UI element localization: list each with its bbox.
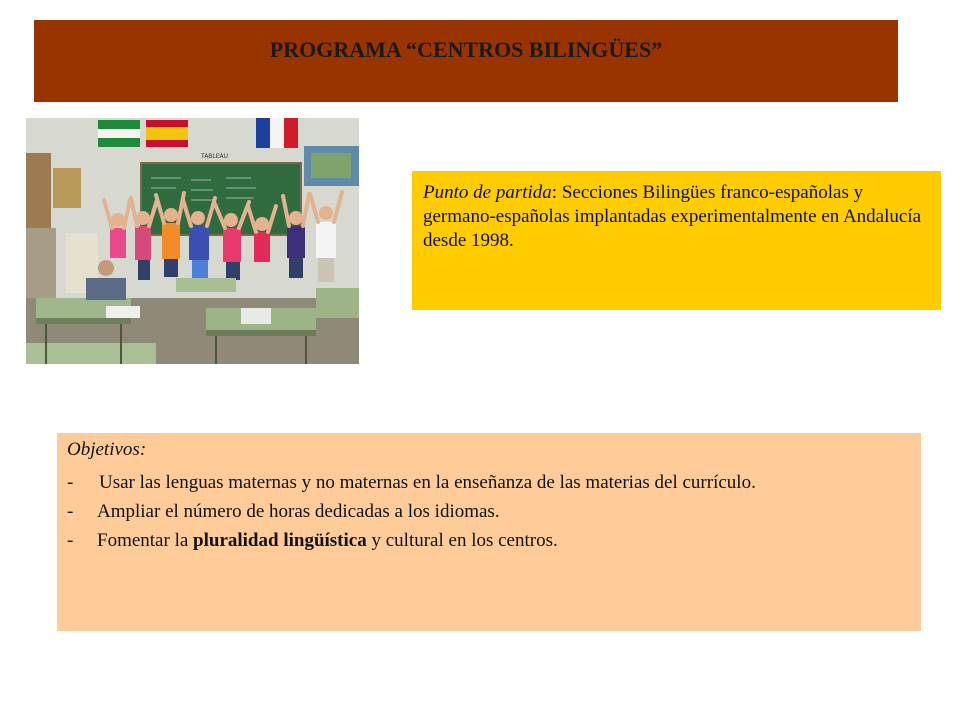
emphasis-text: pluralidad lingüística	[193, 530, 367, 551]
objectives-heading: Objetivos:	[67, 439, 147, 460]
flag-spain	[146, 120, 188, 147]
title-bar	[34, 20, 898, 102]
starting-point-text: Secciones Bilingües franco-españolas y germano-españolas implantadas experimentalmente en Andalucía desde 1998.	[423, 182, 922, 251]
starting-point-label: Punto de partida	[423, 182, 552, 203]
objectives-box	[57, 433, 921, 631]
objective-text: Usar las lenguas maternas y no maternas en la enseñanza de las materias del currículo.	[99, 472, 756, 493]
classroom-photo	[26, 118, 359, 364]
objective-item	[67, 471, 911, 494]
objective-text: Ampliar el número de horas dedicadas a los idiomas.	[97, 501, 500, 522]
flag-france	[256, 118, 298, 148]
bullet-dash: -	[67, 472, 74, 493]
objective-item	[67, 529, 911, 552]
starting-point-box	[412, 171, 941, 310]
board-label: TABLEAU	[201, 153, 229, 160]
objective-text: Fomentar la pluralidad lingüística y cultural en los centros.	[97, 530, 558, 551]
flag-andalucia	[98, 120, 140, 147]
starting-point-separator: :	[551, 182, 562, 203]
slide-title: PROGRAMA “CENTROS BILINGÜES”	[269, 37, 663, 62]
objective-item	[67, 500, 911, 523]
bullet-dash: -	[67, 501, 74, 522]
bullet-dash: -	[67, 530, 74, 551]
